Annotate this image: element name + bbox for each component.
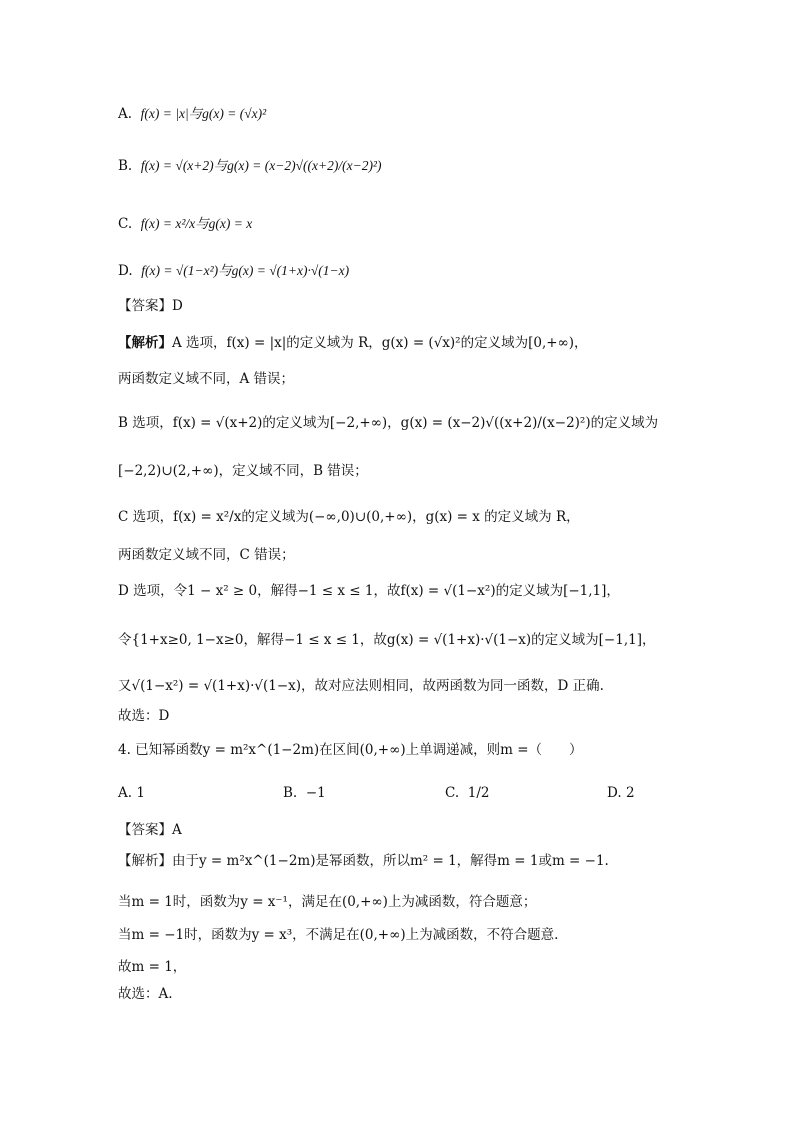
analysis-b-line1: B 选项，f(x) = √(x+2)的定义域为[−2,+∞)，g(x) = (x−2)√((x+2)/(x−2)²)的定义域为 xyxy=(118,415,659,431)
analysis-c-line1: C 选项，f(x) = x²/x的定义域为(−∞,0)∪(0,+∞)，g(x) = x 的定义域为 R， xyxy=(118,509,580,525)
q4-option-a: A. 1 xyxy=(118,785,145,801)
question-4-stem: 4. 已知幂函数y = m²x^(1−2m)在区间(0,+∞)上单调递减，则m =（ ） xyxy=(118,742,583,758)
option-d: D. f(x) = √(1−x²)与g(x) = √(1+x)·√(1−x) xyxy=(118,263,350,279)
q4-option-b: B. −1 xyxy=(283,785,326,801)
analysis-d-line1: D 选项，令1 − x² ≥ 0，解得−1 ≤ x ≤ 1，故f(x) = √(1−x²)的定义域为[−1,1]， xyxy=(118,583,620,599)
analysis-b-line2: [−2,2)∪(2,+∞)，定义域不同，B 错误； xyxy=(118,463,368,479)
q4-option-c: C. 1/2 xyxy=(445,785,490,801)
analysis-a-line2: 两函数定义域不同，A 错误； xyxy=(118,371,295,387)
analysis-c-line2: 两函数定义域不同，C 错误； xyxy=(118,547,295,563)
analysis-d-line3: 又√(1−x²) = √(1+x)·√(1−x)，故对应法则相同，故两函数为同一函数，D 正确. xyxy=(118,678,604,694)
option-d-math: f(x) = √(1−x²)与g(x) = √(1+x)·√(1−x) xyxy=(141,263,350,278)
analysis-d-line2: 令{1+x≥0, 1−x≥0，解得−1 ≤ x ≤ 1，故g(x) = √(1+x)·√(1−x)的定义域为[−1,1]， xyxy=(118,632,656,648)
analysis-4-line3: 当m = −1时，函数为y = x³，不满足在(0,+∞)上为减函数，不符合题意. xyxy=(118,927,559,943)
answer-4: 【答案】A xyxy=(118,822,182,838)
option-a: A. f(x) = |x|与g(x) = (√x)² xyxy=(118,106,267,122)
analysis-4-line2: 当m = 1时，函数为y = x⁻¹，满足在(0,+∞)上为减函数，符合题意； xyxy=(118,894,537,910)
analysis-a-line1: 【解析】A 选项，f(x) = |x|的定义域为 R，g(x) = (√x)²的定义域为[0,+∞)， xyxy=(118,335,588,351)
option-c: C. f(x) = x²/x与g(x) = x xyxy=(118,216,253,232)
option-b-math: f(x) = √(x+2)与g(x) = (x−2)√((x+2)/(x−2)²) xyxy=(140,158,382,173)
option-c-math: f(x) = x²/x与g(x) = x xyxy=(140,216,253,231)
analysis-4-line4: 故m = 1， xyxy=(118,959,187,975)
conclusion-3: 故选：D xyxy=(118,708,170,724)
analysis-4-line1: 【解析】由于y = m²x^(1−2m)是幂函数，所以m² = 1，解得m = 1或m = −1. xyxy=(118,853,609,869)
answer-3: 【答案】D xyxy=(118,298,183,314)
analysis-4-line5: 故选：A. xyxy=(118,986,173,1002)
option-a-math: f(x) = |x|与g(x) = (√x)² xyxy=(140,106,267,121)
q4-option-d: D. 2 xyxy=(607,785,635,801)
option-b: B. f(x) = √(x+2)与g(x) = (x−2)√((x+2)/(x−2)²) xyxy=(118,158,382,174)
